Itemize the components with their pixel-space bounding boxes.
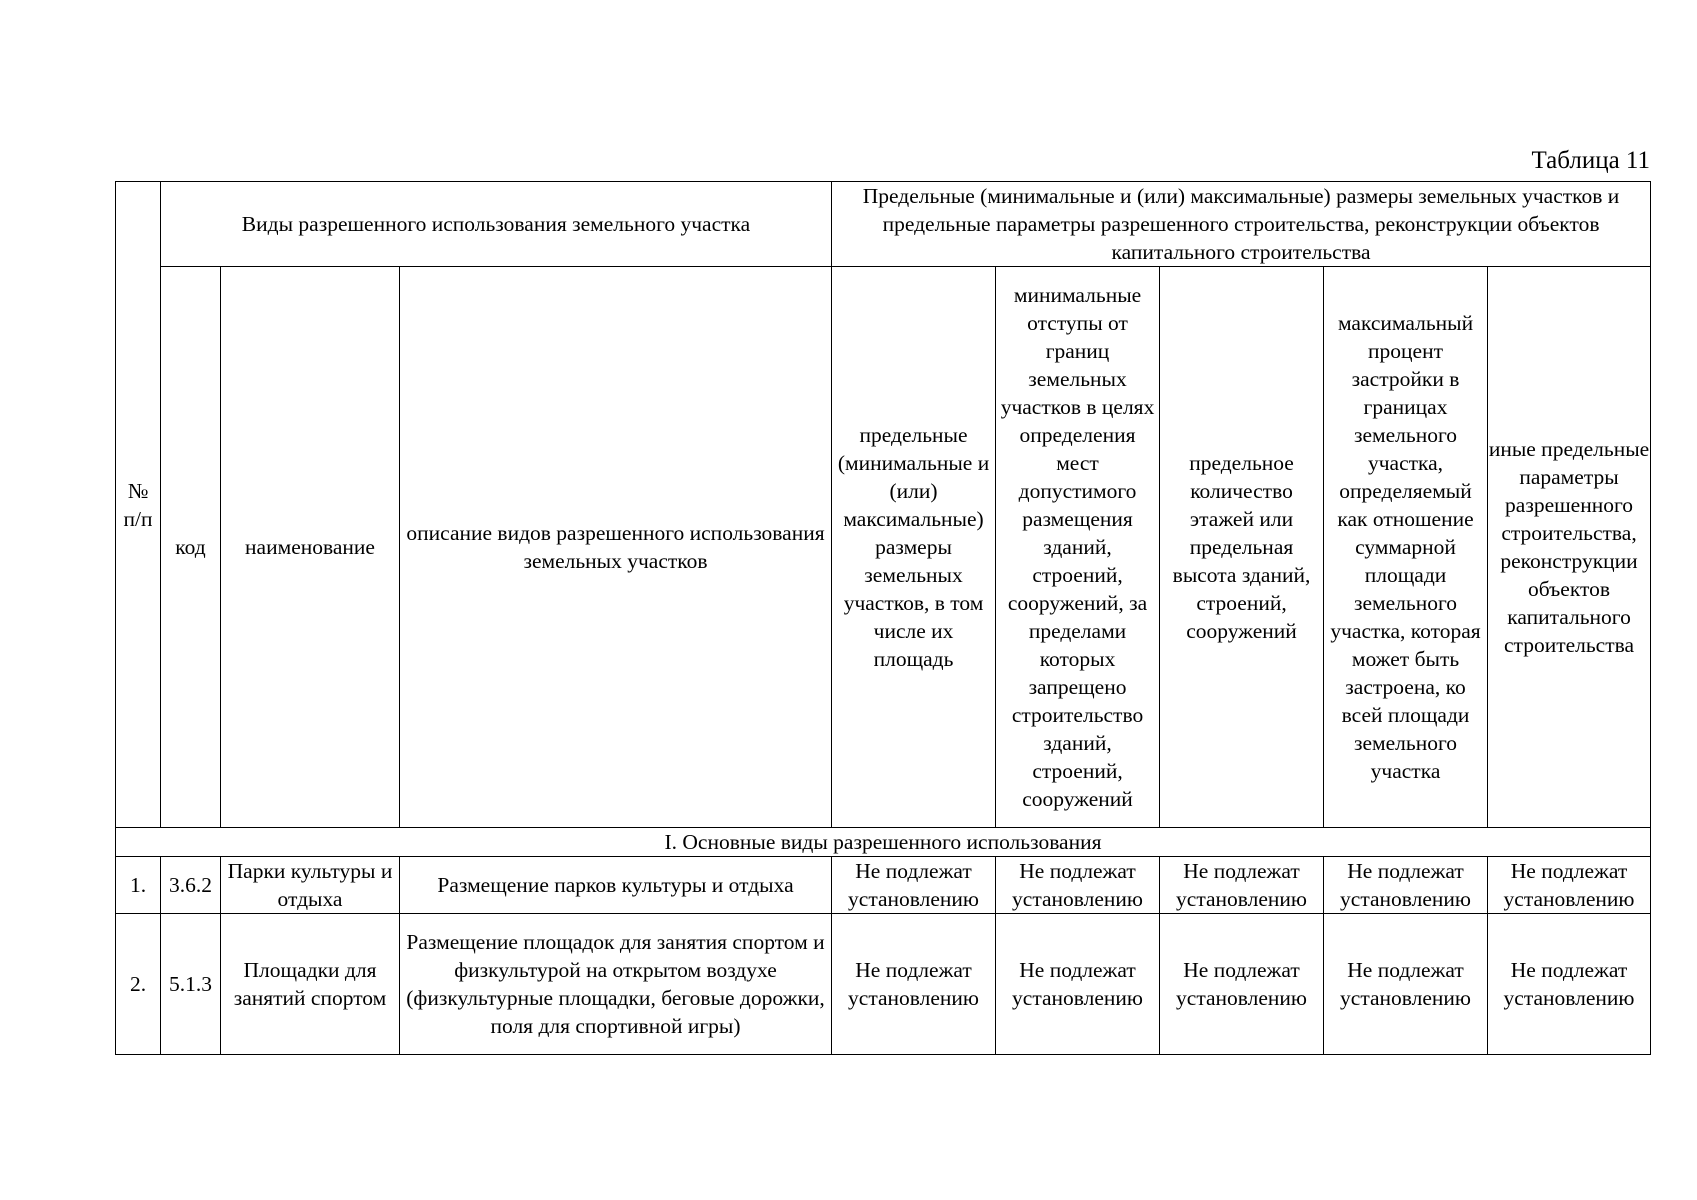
row-name: Парки культуры и отдыха: [221, 857, 400, 914]
row-sizes: Не подлежат установлению: [832, 914, 996, 1055]
row-coverage: Не подлежат установлению: [1324, 914, 1488, 1055]
header-row-1: [116, 182, 1651, 267]
header-num: № п/п: [116, 182, 161, 828]
row-coverage: Не подлежат установлению: [1324, 857, 1488, 914]
row-setbacks: Не подлежат установлению: [996, 914, 1160, 1055]
row-name: Площадки для занятий спортом: [221, 914, 400, 1055]
row-description: Размещение парков культуры и отдыха: [400, 857, 832, 914]
header-group-limits: Предельные (минимальные и (или) максимальные) размеры земельных участков и предельные параметры разрешенного строительства, реконструкции объектов капитального строительства: [832, 182, 1651, 267]
header-row-2: [116, 267, 1651, 828]
header-setbacks: минимальные отступы от границ земельных участков в целях определения мест допустимого размещения зданий, строений, сооружений, за пределами которых запрещено строительство зданий, строений, сооружений: [996, 267, 1160, 828]
row-other: Не подлежат установлению: [1488, 914, 1651, 1055]
land-use-table: [115, 181, 1651, 1055]
header-other: иные предельные параметры разрешенного строительства, реконструкции объектов капитального строительства: [1488, 267, 1651, 828]
row-sizes: Не подлежат установлению: [832, 857, 996, 914]
row-code: 5.1.3: [161, 914, 221, 1055]
header-sizes: предельные (минимальные и (или) максимальные) размеры земельных участков, в том числе их площадь: [832, 267, 996, 828]
header-coverage: максимальный процент застройки в границах земельного участка, определяемый как отношение суммарной площади земельного участка, которая может быть застроена, ко всей площади земельного участка: [1324, 267, 1488, 828]
section-title: I. Основные виды разрешенного использования: [116, 828, 1651, 857]
row-setbacks: Не подлежат установлению: [996, 857, 1160, 914]
header-name: наименование: [221, 267, 400, 828]
row-other: Не подлежат установлению: [1488, 857, 1651, 914]
table-row: [116, 857, 1651, 914]
row-code: 3.6.2: [161, 857, 221, 914]
row-num: 1.: [116, 857, 161, 914]
header-floors: предельное количество этажей или предельная высота зданий, строений, сооружений: [1160, 267, 1324, 828]
header-code: код: [161, 267, 221, 828]
header-description: описание видов разрешенного использования земельных участков: [400, 267, 832, 828]
row-floors: Не подлежат установлению: [1160, 914, 1324, 1055]
row-floors: Не подлежат установлению: [1160, 857, 1324, 914]
row-num: 2.: [116, 914, 161, 1055]
row-description: Размещение площадок для занятия спортом и физкультурой на открытом воздухе (физкультурные площадки, беговые дорожки, поля для спортивной игры): [400, 914, 832, 1055]
header-group-usage: Виды разрешенного использования земельного участка: [161, 182, 832, 267]
table-caption: Таблица 11: [1531, 147, 1650, 174]
table-row: [116, 914, 1651, 1055]
section-row: [116, 828, 1651, 857]
